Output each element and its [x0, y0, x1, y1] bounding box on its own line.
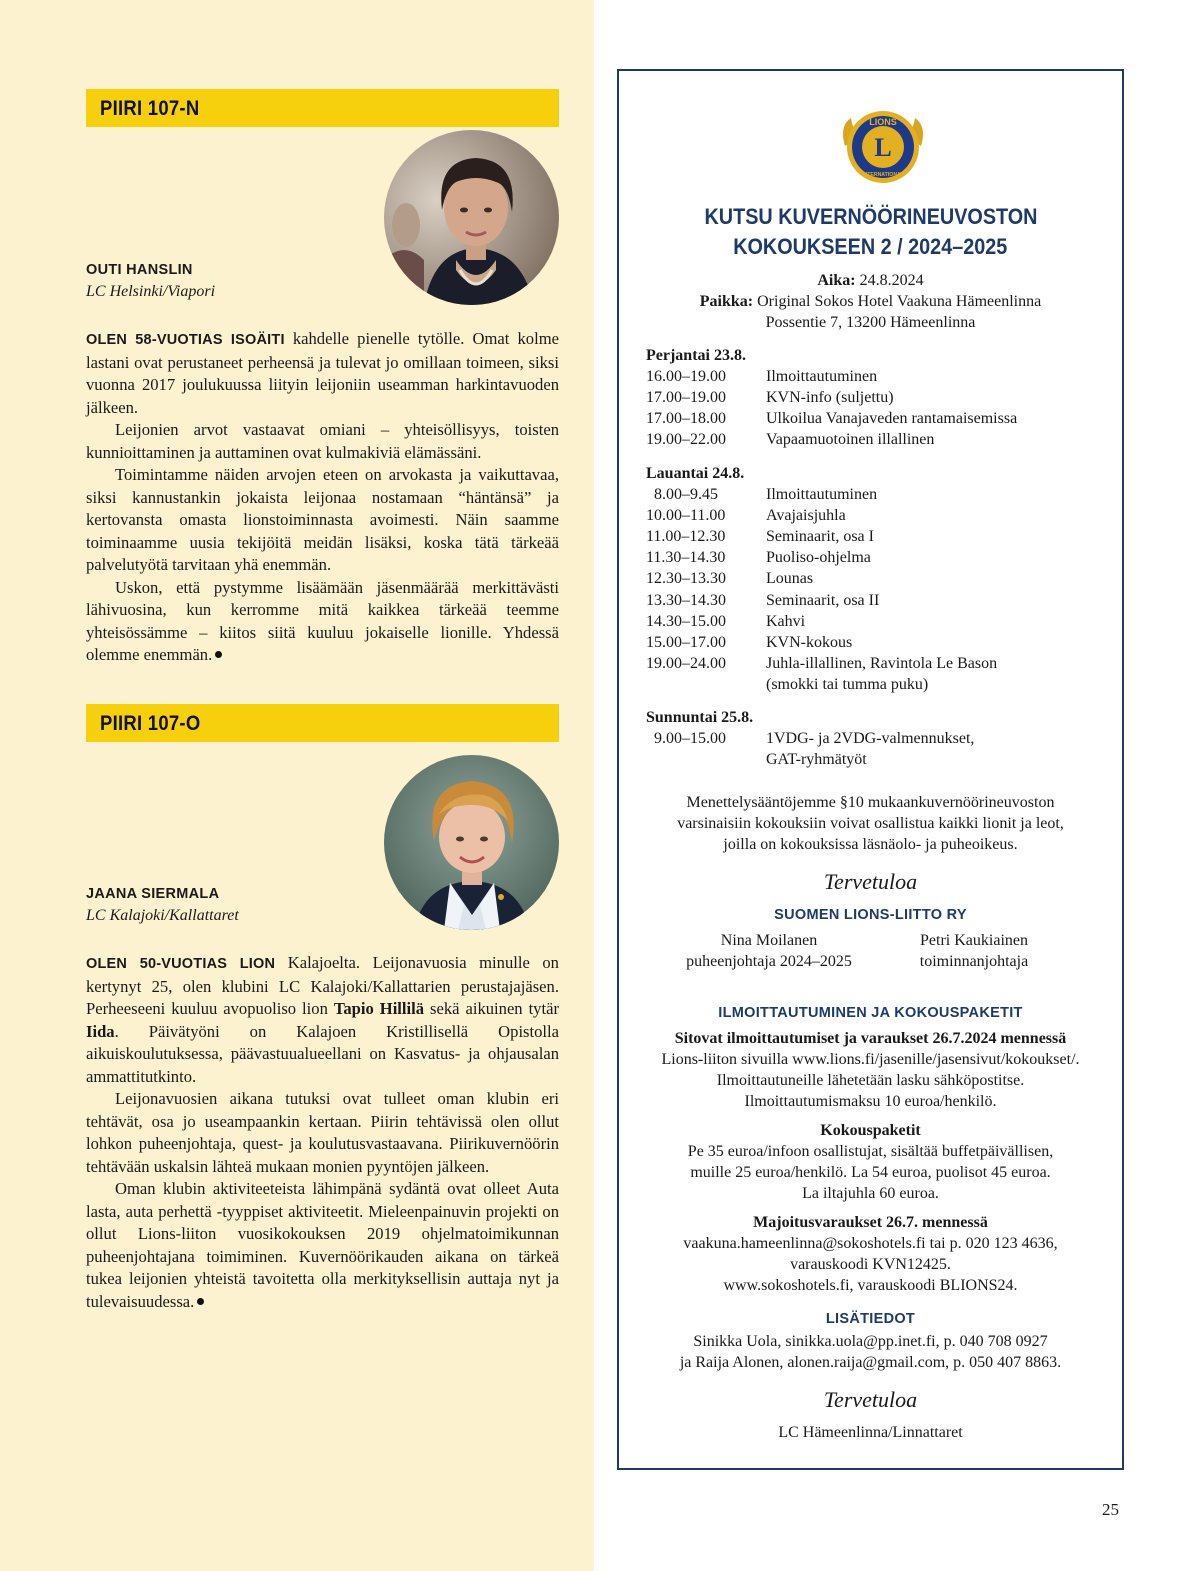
packages-line: Pe 35 euroa/infoon osallistujat, sisältää buffetpäivällisen, [687, 1143, 1054, 1160]
person-club-outi: LC Helsinki/Viapori [86, 283, 216, 300]
signer-director [879, 930, 1069, 972]
registration-line: Lions-liiton sivuilla www.lions.fi/jasenille/jasensivut/kokoukset/. [661, 1051, 1080, 1068]
person-club-jaana: LC Kalajoki/Kallattaret [86, 907, 239, 924]
end-bullet-icon [197, 1298, 204, 1305]
registration-heading: ILMOITTAUTUMINEN JA KOKOUSPAKETIT [718, 1005, 1023, 1021]
article-paragraph: Uskon, että pystymme lisäämään jäsenmäärää merkittävästi lähivuosina, kun kerromme mitä kaikkea tärkeää teemme yhteisössämme – kiitos siitä kuuluu jokaiselle lionille. Yhdessä olemme enemmän. [86, 577, 559, 664]
schedule-row: (smokki tai tumma puku) [766, 675, 929, 693]
schedule-sunday [646, 707, 1106, 770]
end-bullet-icon [215, 651, 222, 658]
schedule-row: 19.00–24.00 Juhla-illallinen, Ravintola Le Bason [646, 654, 998, 672]
article-text: . Päivätyöni on Kalajoen Kristillisellä Opistolla aikuiskoulutuksessa, päävastuualueellani on Kasvatus- ja ohjausalan ammattitutkinto. [86, 1021, 559, 1086]
schedule-day-label: Lauantai 24.8. [646, 465, 745, 482]
page-number: 25 [1102, 1500, 1119, 1519]
host-club: LC Hämeenlinna/Linnattaret [778, 1424, 963, 1441]
schedule-row: 19.00–22.00 Vapaamuotoinen illallinen [646, 431, 935, 449]
meeting-address: Possentie 7, 13200 Hämeenlinna [765, 314, 976, 331]
hotel-line: vaakuna.hameenlinna@sokoshotels.fi tai p. 020 123 4636, [683, 1235, 1058, 1252]
article-paragraph: Toimintamme näiden arvojen eteen on arvokasta ja vaikuttavaa, siksi kannustankin jokaista leijonaa nostamaan “häntänsä” ja kertovansta omasta lionstoiminnasta avoimesti. Näin saamme toiminaamme uusia tekijöitä meidän lisäksi, koska tätä tärkeää palvelutyötä tarvitaan yhä enemmän. [86, 465, 559, 574]
article-paragraph: Oman klubin aktiviteeteista lähimpänä sydäntä ovat olleet Auta lasta, auta perhettä -tyyppiset aktiviteetit. Mieleenpainuvin projekti on ollut Lions-liiton vuosikokouksen 2019 ohjelmatoimikunnan puheenjohtajana toimiminen. Kuvernöörikauden aikana on tärkeä tukea leijonien yhteistä tavoitetta olla merkityksellisin auttaja nyt ja tulevaisuudessa. [86, 1179, 559, 1311]
signer-chair [659, 930, 879, 972]
logo-top-text: LIONS [869, 117, 897, 127]
schedule-friday [646, 345, 1106, 450]
packages-line: muille 25 euroa/henkilö. La 54 euroa, puolisot 45 euroa. [690, 1164, 1051, 1181]
section-header-107o: PIIRI 107-O [86, 704, 559, 742]
welcome-text-2: Tervetuloa [823, 1387, 918, 1412]
meeting-date: Aika: 24.8.2024 [817, 272, 924, 289]
signer-name: Nina Moilanen [720, 932, 818, 949]
portrait-jaana-siermala [384, 755, 559, 930]
article-paragraph: Leijonavuosien aikana tutuksi ovat tulleet oman klubin eri tehtävät, osa jo useampaankin kertaan. Piirin tehtävissä olen ollut lohkon puheenjohtaja, quest- ja koulutusvastaavana. Piirikuvernöörin tehtävään uskalsin lähteä mukaan monien pyyntöjen jälkeen. [86, 1089, 559, 1176]
meeting-place: Paikka: Original Sokos Hotel Vaakuna Hämeenlinna [699, 293, 1042, 310]
schedule-row: 15.00–17.00 KVN-kokous [646, 633, 853, 651]
schedule-row: 17.00–18.00 Ulkoilua Vanajaveden rantamaisemissa [646, 410, 1018, 428]
invitation-title-1: KUTSU KUVERNÖÖRINEUVOSTON [704, 204, 1037, 229]
registration-line: Ilmoittautumismaksu 10 euroa/henkilö. [744, 1093, 997, 1110]
lions-international-logo [837, 106, 929, 188]
portrait-outi-hanslin [384, 130, 559, 305]
signer-role: toiminnanjohtaja [919, 953, 1029, 970]
registration-line: Ilmoittautuneille lähetetään lasku sähköpostitse. [716, 1072, 1025, 1089]
article-lead-jaana: OLEN 50-VUOTIAS LION [86, 956, 276, 972]
schedule-row: 14.30–15.00 Kahvi [646, 612, 806, 630]
article-lead-outi: OLEN 58-VUOTIAS ISOÄITI [86, 332, 285, 348]
logo-bottom-text: INTERNATIONAL [862, 172, 904, 178]
info-line: Sinikka Uola, sinikka.uola@pp.inet.fi, p. 040 708 0927 [693, 1333, 1048, 1350]
article-text: Kalajoelta. Leijonavuosia minulle on kertynyt 25, olen klubini LC Kalajoki/Kallattarien perustajajäsen. Perheeseeni kuuluu avopuoliso lion [86, 953, 559, 1018]
invitation-box [617, 69, 1124, 1470]
article-text: sekä aikuinen tytär [424, 999, 559, 1018]
rules-line: Menettelysääntöjemme §10 mukaankuvernöörineuvoston [686, 794, 1055, 811]
signer-role: puheenjohtaja 2024–2025 [686, 953, 852, 970]
section-header-107n: PIIRI 107-N [86, 89, 559, 127]
hotel-line: www.sokoshotels.fi, varauskoodi BLIONS24. [723, 1277, 1018, 1294]
schedule-row: 16.00–19.00 Ilmoittautuminen [646, 368, 878, 386]
org-name: SUOMEN LIONS-LIITTO RY [774, 907, 967, 923]
article-jaana [86, 952, 559, 1313]
schedule-row: 9.00–15.00 1VDG- ja 2VDG-valmennukset, [654, 730, 975, 748]
daughter-name: Iida [86, 1021, 115, 1041]
schedule-day-label: Sunnuntai 25.8. [646, 709, 754, 726]
rules-line: joilla on kokouksissa läsnäolo- ja puheoikeus. [723, 836, 1018, 853]
logo-letter: L [874, 133, 892, 162]
invitation-title-2: KOKOUKSEEN 2 / 2024–2025 [733, 234, 1008, 259]
info-line: ja Raija Alonen, alonen.raija@gmail.com, p. 050 407 8863. [679, 1354, 1062, 1371]
schedule-row: 12.30–13.30 Lounas [646, 570, 814, 588]
schedule-row: 10.00–11.00 Avajaisjuhla [646, 507, 846, 525]
registration-deadline: Sitovat ilmoittautumiset ja varaukset 26.7.2024 mennessä [674, 1030, 1067, 1047]
schedule-row: 11.30–14.30 Puoliso-ohjelma [646, 549, 871, 567]
portrait-photo-2 [384, 755, 559, 930]
schedule-row: 13.30–14.30 Seminaarit, osa II [646, 591, 880, 609]
schedule-row: 11.00–12.30 Seminaarit, osa I [646, 528, 874, 546]
hotel-line: varauskoodi KVN12425. [790, 1256, 951, 1273]
schedule-day-label: Perjantai 23.8. [646, 347, 746, 364]
info-heading: LISÄTIEDOT [825, 1311, 916, 1327]
packages-line: La iltajuhla 60 euroa. [802, 1185, 939, 1202]
person-name-outi: OUTI HANSLIN [86, 262, 193, 278]
hotel-heading: Majoitusvaraukset 26.7. mennessä [753, 1214, 988, 1231]
article-paragraph: Leijonien arvot vastaavat omiani – yhteisöllisyys, toisten kunnioittaminen ja auttaminen ovat kulmakiviä elämässäni. [86, 420, 559, 462]
packages-heading: Kokouspaketit [820, 1122, 921, 1139]
article-text: kahdelle pienelle tytölle. Omat kolme lastani ovat perustaneet perheensä ja tulevat jo omillaan toimeen, siksi vuonna 2017 joulukuussa liityin leijoniin useamman harkintavuoden jälkeen. [86, 329, 559, 417]
welcome-text: Tervetuloa [823, 869, 918, 894]
rules-line: varsinaisiin kokouksiin voivat osallistua kaikki lionit ja leot, [677, 815, 1064, 832]
signer-name: Petri Kaukiainen [920, 932, 1028, 949]
person-name-jaana: JAANA SIERMALA [86, 886, 220, 902]
portrait-photo-1 [384, 130, 559, 305]
schedule-row: 8.00–9.45 Ilmoittautuminen [654, 486, 878, 504]
schedule-saturday [646, 463, 1106, 695]
article-outi [86, 328, 559, 667]
schedule-row: GAT-ryhmätyöt [766, 751, 867, 769]
schedule-row: 17.00–19.00 KVN-info (suljettu) [646, 389, 894, 407]
spouse-name: Tapio Hillilä [333, 999, 425, 1018]
